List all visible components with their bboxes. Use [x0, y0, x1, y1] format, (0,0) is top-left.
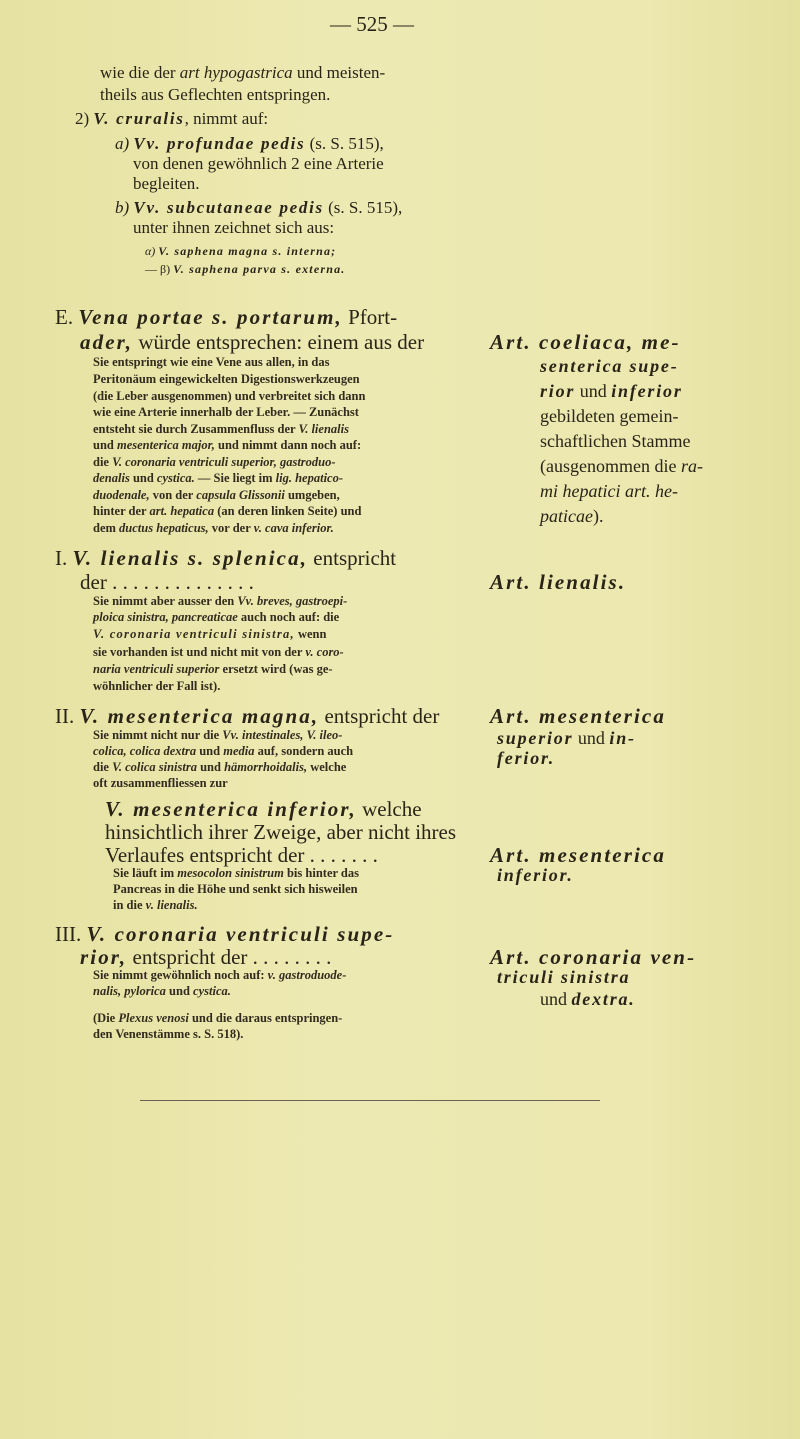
- italic-term: art hypogastrica: [179, 63, 293, 82]
- text-run: auf, sondern auch: [254, 744, 354, 758]
- italic-term: V. lienalis: [298, 422, 349, 436]
- italic-term: Art. coeliaca, me-: [490, 330, 681, 354]
- italic-term: mesocolon sinistrum: [177, 866, 284, 880]
- text-run: hinter der: [93, 504, 150, 518]
- text-run: wenn: [294, 627, 327, 641]
- italic-term: v. gastroduode-: [267, 968, 347, 982]
- text-line: [105, 845, 378, 866]
- text-run: ).: [592, 506, 604, 526]
- text-line: [55, 548, 396, 569]
- text-line: [497, 749, 555, 767]
- italic-term: art. hepatica: [149, 504, 215, 518]
- italic-term: V. lienalis s. splenica,: [72, 546, 309, 570]
- text-run: welche: [356, 797, 422, 821]
- text-run: von denen gewöhnlich 2 eine Arterie: [133, 154, 384, 173]
- text-line: [93, 663, 333, 676]
- text-run: Sie nimmt aber ausser den: [93, 594, 238, 608]
- text-run: entspricht der . . . . . . . .: [127, 945, 332, 969]
- italic-term: in-: [609, 728, 636, 748]
- text-run: Pfort-: [342, 305, 398, 329]
- italic-term: Art. mesenterica: [490, 843, 666, 867]
- text-run: der . . . . . . . . . . . . . .: [80, 570, 254, 594]
- text-run: bis hinter das: [283, 866, 359, 880]
- text-run: Pancreas in die Höhe und senkt sich hisweilen: [113, 882, 358, 896]
- text-line: [145, 263, 346, 275]
- text-run: und: [93, 438, 117, 452]
- italic-term: inferior.: [497, 865, 574, 885]
- text-line: [93, 489, 340, 502]
- text-run: Peritonäum eingewickelten Digestionswerkzeugen: [93, 372, 360, 386]
- text-run: Sie entspringt wie eine Vene aus allen, in das: [93, 355, 330, 369]
- italic-term: b): [115, 198, 134, 217]
- italic-term: Vv. subcutaneae pedis: [133, 198, 324, 217]
- italic-term: V. coronaria ventriculi superior, gastroduo-: [112, 455, 336, 469]
- text-line: [55, 706, 439, 727]
- italic-term: Art. coronaria ven-: [490, 945, 697, 969]
- text-line: [93, 611, 339, 624]
- text-line: [540, 382, 683, 400]
- text-run: gebildeten gemein-: [540, 406, 679, 426]
- text-line: [93, 373, 360, 386]
- text-line: [490, 572, 626, 593]
- italic-term: duodenale,: [93, 488, 150, 502]
- text-line: [93, 522, 334, 535]
- italic-term: dextra.: [571, 989, 636, 1009]
- text-run: entspricht: [308, 546, 397, 570]
- text-line: [497, 729, 636, 747]
- italic-term: media: [223, 744, 255, 758]
- text-line: [93, 745, 353, 758]
- text-line: [55, 307, 397, 328]
- text-run: und: [573, 728, 610, 748]
- text-line: [93, 439, 361, 452]
- text-line: [133, 175, 200, 192]
- italic-term: rior: [540, 381, 576, 401]
- text-run: die: [93, 455, 113, 469]
- text-run: würde entsprechen: einem aus der: [133, 330, 425, 354]
- text-line: [540, 990, 636, 1008]
- text-line: [93, 646, 344, 659]
- text-line: [490, 947, 696, 968]
- italic-term: Art. lienalis.: [490, 570, 627, 594]
- text-run: unter ihnen zeichnet sich aus:: [133, 218, 335, 237]
- italic-term: cystica.: [193, 984, 231, 998]
- italic-term: V. coronaria ventriculi supe-: [86, 922, 395, 946]
- text-run: 2): [75, 109, 94, 128]
- text-line: [540, 482, 678, 500]
- text-run: auch noch auf: die: [237, 610, 340, 624]
- text-line: [115, 135, 384, 152]
- italic-term: Plexus venosi: [118, 1011, 189, 1025]
- italic-term: lig. hepatico-: [275, 471, 344, 485]
- text-line: [497, 968, 630, 986]
- italic-term: ploica sinistra, pancreaticae: [93, 610, 238, 624]
- text-run: hinsichtlich ihrer Zweige, aber nicht ihres: [105, 820, 457, 844]
- text-line: [490, 332, 681, 353]
- text-line: [80, 572, 254, 593]
- italic-term: v. coro-: [305, 645, 344, 659]
- text-line: [93, 390, 365, 403]
- text-run: , nimmt auf:: [184, 109, 269, 128]
- text-run: von der: [149, 488, 197, 502]
- bottom-rule: [140, 1100, 600, 1101]
- text-run: und: [196, 760, 225, 774]
- italic-term: colica, colica dextra: [93, 744, 197, 758]
- text-run: dem: [93, 521, 120, 535]
- text-run: den Venenstämme s. S. 518).: [93, 1027, 244, 1041]
- text-line: [93, 472, 343, 485]
- text-run: I.: [55, 546, 73, 570]
- text-run: (Die: [93, 1011, 119, 1025]
- text-line: [93, 423, 349, 436]
- text-line: [93, 985, 231, 998]
- italic-term: triculi sinistra: [497, 967, 631, 987]
- italic-term: paticae: [540, 506, 593, 526]
- text-line: [100, 64, 385, 81]
- italic-term: naria ventriculi superior: [93, 662, 220, 676]
- text-line: [133, 219, 334, 236]
- text-run: entspricht der: [319, 704, 440, 728]
- text-run: und: [540, 989, 572, 1009]
- italic-term: V. saphena magna s. interna;: [158, 244, 337, 258]
- text-run: welche: [307, 760, 347, 774]
- text-line: [540, 407, 678, 425]
- text-run: entsteht sie durch Zusammenfluss der: [93, 422, 299, 436]
- text-line: [113, 867, 359, 880]
- text-run: ersetzt wird (was ge-: [219, 662, 333, 676]
- text-run: und: [575, 381, 612, 401]
- text-line: [93, 356, 330, 369]
- italic-term: v. lienalis.: [145, 898, 198, 912]
- text-run: die: [93, 760, 113, 774]
- italic-term: cystica.: [156, 471, 195, 485]
- text-run: — Sie liegt im: [194, 471, 276, 485]
- italic-term: V. coronaria ventriculi sinistra,: [93, 627, 295, 641]
- text-run: III.: [55, 922, 87, 946]
- text-line: [540, 432, 690, 450]
- text-line: [55, 924, 394, 945]
- italic-term: capsula Glissonii: [196, 488, 285, 502]
- italic-term: Vv. profundae pedis: [133, 134, 306, 153]
- text-run: und die daraus entspringen-: [188, 1011, 343, 1025]
- text-run: theils aus Geflechten entspringen.: [100, 85, 331, 104]
- italic-term: denalis: [93, 471, 130, 485]
- italic-term: inferior: [611, 381, 683, 401]
- text-run: (an deren linken Seite) und: [214, 504, 362, 518]
- italic-term: ductus hepaticus,: [119, 521, 209, 535]
- text-line: [93, 729, 342, 742]
- text-line: [93, 595, 347, 608]
- text-line: [540, 357, 679, 375]
- text-line: [80, 947, 331, 968]
- italic-term: mesenterica major,: [116, 438, 215, 452]
- text-run: schaftlichen Stamme: [540, 431, 691, 451]
- text-run: und: [129, 471, 157, 485]
- text-line: [93, 456, 336, 469]
- italic-term: V. cruralis: [93, 109, 185, 128]
- text-line: [145, 245, 336, 257]
- text-run: Sie nimmt nicht nur die: [93, 728, 223, 742]
- text-line: [93, 761, 346, 774]
- text-run: oft zusammenfliessen zur: [93, 776, 228, 790]
- italic-term: v. cava inferior.: [253, 521, 334, 535]
- italic-term: Art. mesenterica: [490, 704, 666, 728]
- text-run: sie vorhanden ist und nicht mit von der: [93, 645, 306, 659]
- italic-term: Vv. breves, gastroepi-: [237, 594, 348, 608]
- text-line: [105, 799, 422, 820]
- text-run: — β): [145, 262, 174, 276]
- text-line: [133, 155, 384, 172]
- text-line: [93, 1028, 243, 1041]
- text-line: [540, 457, 703, 475]
- text-run: II.: [55, 704, 80, 728]
- italic-term: rior,: [80, 945, 128, 969]
- text-line: [93, 777, 228, 790]
- italic-term: V. mesenterica inferior,: [105, 797, 357, 821]
- italic-term: nalis, pylorica: [93, 984, 166, 998]
- text-line: [490, 845, 666, 866]
- text-line: [93, 1012, 342, 1025]
- text-run: wöhnlicher der Fall ist).: [93, 679, 221, 693]
- italic-term: Vena portae s. portarum,: [78, 305, 343, 329]
- italic-term: V. colica sinistra: [112, 760, 197, 774]
- text-line: [100, 86, 330, 103]
- text-line: [105, 822, 456, 843]
- text-line: [80, 332, 424, 353]
- page-number: — 525 —: [330, 12, 414, 36]
- text-run: und: [196, 744, 224, 758]
- text-line: [93, 680, 220, 693]
- italic-term: senterica supe-: [540, 356, 679, 376]
- text-run: wie eine Arterie innerhalb der Leber. — Zunächst: [93, 405, 359, 419]
- italic-term: ra-: [680, 456, 703, 476]
- text-run: Verlaufes entspricht der . . . . . . .: [105, 843, 378, 867]
- italic-term: mi hepatici art. he-: [540, 481, 678, 501]
- text-line: [497, 866, 574, 884]
- text-run: vor der: [208, 521, 254, 535]
- text-run: in die: [113, 898, 146, 912]
- text-run: E.: [55, 305, 79, 329]
- text-line: [75, 110, 268, 127]
- italic-term: V. saphena parva s. externa.: [173, 262, 346, 276]
- text-run: (s. S. 515),: [305, 134, 384, 153]
- text-run: und: [165, 984, 194, 998]
- italic-term: α): [145, 244, 159, 258]
- italic-term: Vv. intestinales, V. ileo-: [222, 728, 343, 742]
- text-line: [540, 507, 603, 525]
- text-run: und nimmt dann noch auf:: [214, 438, 362, 452]
- text-run: und meisten-: [292, 63, 386, 82]
- italic-term: a): [115, 134, 134, 153]
- text-run: (ausgenommen die: [540, 456, 681, 476]
- text-line: [115, 199, 402, 216]
- text-line: [93, 505, 361, 518]
- italic-term: ader,: [80, 330, 134, 354]
- text-run: Sie nimmt gewöhnlich noch auf:: [93, 968, 268, 982]
- text-run: (die Leber ausgenommen) und verbreitet sich dann: [93, 389, 366, 403]
- italic-term: hämorrhoidalis,: [224, 760, 308, 774]
- italic-term: superior: [497, 728, 574, 748]
- text-line: [113, 883, 358, 896]
- text-run: Sie läuft im: [113, 866, 178, 880]
- text-run: umgeben,: [284, 488, 340, 502]
- text-line: [113, 899, 198, 912]
- text-run: (s. S. 515),: [323, 198, 403, 217]
- italic-term: V. mesenterica magna,: [79, 704, 320, 728]
- text-line: [490, 706, 666, 727]
- text-line: [93, 969, 346, 982]
- text-line: [93, 628, 326, 641]
- text-run: begleiten.: [133, 174, 200, 193]
- text-line: [93, 406, 359, 419]
- italic-term: ferior.: [497, 748, 556, 768]
- text-run: wie die der: [100, 63, 180, 82]
